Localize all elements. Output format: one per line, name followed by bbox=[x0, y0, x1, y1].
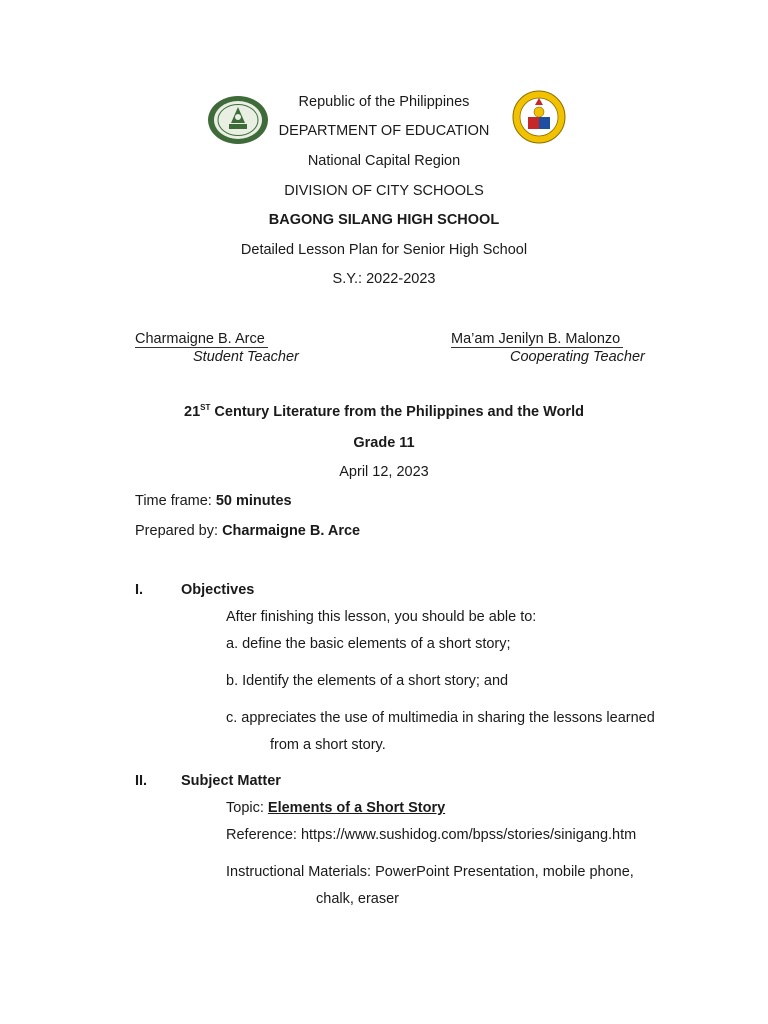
time-frame-value: 50 minutes bbox=[215, 493, 292, 509]
header-department: DEPARTMENT OF EDUCATION bbox=[278, 123, 490, 139]
reference-line: Reference: https://www.sushidog.com/bpss/stories/sinigang.htm bbox=[226, 827, 637, 843]
instructional-materials: Instructional Materials: PowerPoint Presentation, mobile phone, bbox=[226, 864, 634, 880]
time-frame bbox=[135, 493, 292, 509]
prepared-by bbox=[135, 523, 360, 539]
header-school-name: BAGONG SILANG HIGH SCHOOL bbox=[268, 212, 500, 228]
objectives-numeral: I. bbox=[135, 582, 144, 598]
header-division: DIVISION OF CITY SCHOOLS bbox=[284, 183, 484, 199]
course-title-number: 21 bbox=[184, 404, 201, 420]
subject-matter-heading: Subject Matter bbox=[181, 773, 281, 789]
course-title-text: Century Literature from the Philippines and the World bbox=[210, 404, 584, 420]
objectives-intro: After finishing this lesson, you should be able to: bbox=[226, 609, 537, 625]
prepared-by-label: Prepared by: bbox=[135, 523, 223, 539]
student-teacher-role: Student Teacher bbox=[193, 349, 299, 365]
topic-label: Topic: bbox=[226, 800, 268, 816]
objective-c-continued: from a short story. bbox=[270, 737, 386, 753]
grade-level: Grade 11 bbox=[353, 435, 415, 451]
topic-line bbox=[226, 800, 445, 816]
objective-b: b. Identify the elements of a short story; and bbox=[226, 673, 509, 689]
prepared-by-value: Charmaigne B. Arce bbox=[222, 523, 361, 539]
student-teacher-name: Charmaigne B. Arce bbox=[135, 331, 268, 348]
objectives-heading: Objectives bbox=[181, 582, 255, 598]
subject-matter-numeral: II. bbox=[135, 773, 148, 789]
cooperating-teacher-role: Cooperating Teacher bbox=[510, 349, 645, 365]
course-title-superscript: ST bbox=[200, 403, 211, 412]
lesson-date: April 12, 2023 bbox=[339, 464, 429, 480]
cooperating-teacher-name: Ma’am Jenilyn B. Malonzo bbox=[451, 331, 623, 348]
topic-value: Elements of a Short Story bbox=[267, 800, 446, 816]
header-plan-title: Detailed Lesson Plan for Senior High School bbox=[240, 242, 528, 258]
instructional-materials-continued: chalk, eraser bbox=[316, 891, 400, 907]
course-title bbox=[0, 403, 768, 420]
header-republic: Republic of the Philippines bbox=[298, 94, 470, 110]
time-frame-label: Time frame: bbox=[135, 493, 216, 509]
objective-a: a. define the basic elements of a short story; bbox=[226, 636, 511, 652]
header-school-year: S.Y.: 2022-2023 bbox=[332, 271, 436, 287]
objective-c: c. appreciates the use of multimedia in sharing the lessons learned bbox=[226, 710, 655, 726]
header-region: National Capital Region bbox=[307, 153, 461, 169]
